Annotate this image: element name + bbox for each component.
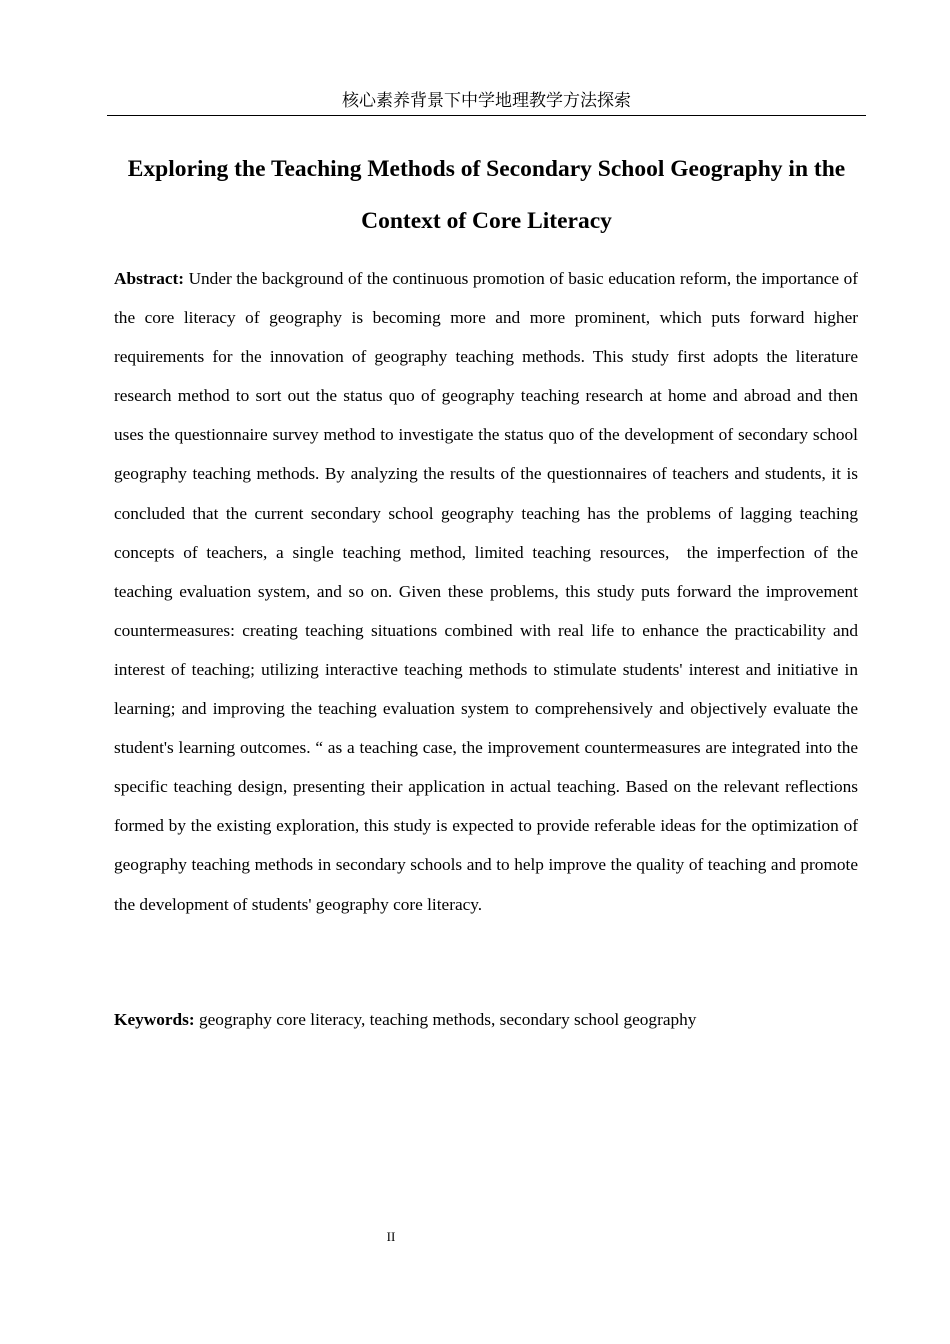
abstract-label: Abstract: <box>114 269 185 288</box>
keywords-text: geography core literacy, teaching methods, secondary school geography <box>194 1010 697 1029</box>
abstract-paragraph <box>114 259 863 924</box>
running-header <box>107 90 866 116</box>
keywords-line <box>114 1001 858 1039</box>
abstract-text: Under the background of the continuous promotion of basic education reform, the importance of the core literacy of geography is becoming more and more prominent, which puts forward higher requirements for the innovation of geography teaching methods. This study first adopts the literature research method to sort out the status quo of geography teaching research at home and abroad and then uses the questionnaire survey method to investigate the status quo of the development of secondary school geography teaching methods. By analyzing the results of the questionnaires of teachers and students, it is concluded that the current secondary school geography teaching has the problems of lagging teaching concepts of teachers, a single teaching method, limited teaching resources, the imperfection of the teaching evaluation system, and so on. Given these problems, this study puts forward the improvement countermeasures: creating teaching situations combined with real life to enhance the practicability and interest of teaching; utilizing interactive teaching methods to stimulate students' interest and initiative in learning; and improving the teaching evaluation system to comprehensively and objectively evaluate the student's learning outcomes. “ as a teaching case, the improvement countermeasures are integrated into the specific teaching design, presenting their application in actual teaching. Based on the relevant reflections formed by the existing exploration, this study is expected to provide referable ideas for the optimization of geography teaching methods in secondary schools and to help improve the quality of teaching and promote the development of students' geography core literacy. <box>114 269 863 914</box>
keywords-label: Keywords: <box>114 1010 195 1029</box>
paper-title: Exploring the Teaching Methods of Secondary School Geography in the Context of Core Literacy <box>127 156 846 234</box>
running-header-title: 核心素养背景下中学地理教学方法探索 <box>342 91 631 111</box>
page-number: II <box>386 1229 396 1244</box>
